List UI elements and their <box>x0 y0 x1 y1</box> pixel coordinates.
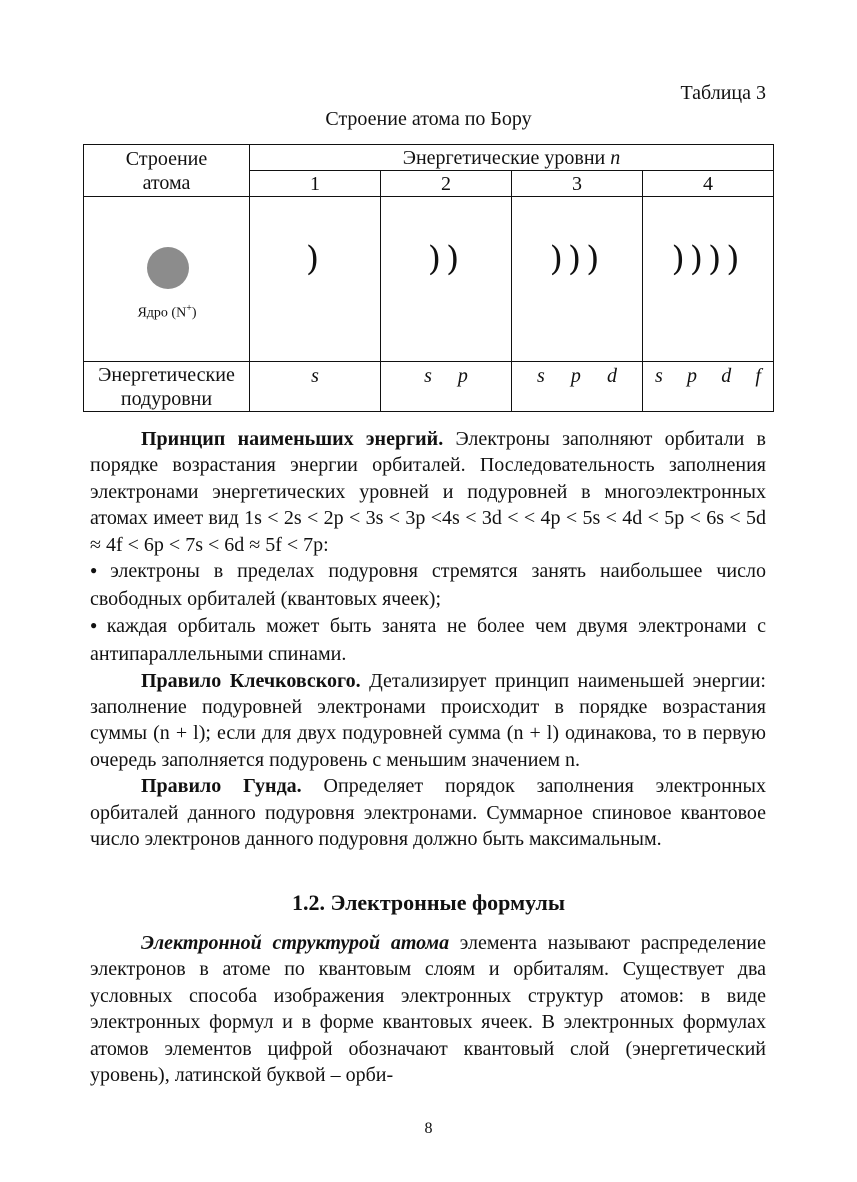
shell-cell <box>643 197 774 362</box>
level-number: 4 <box>643 171 774 197</box>
nucleus-label: Ядро (N+) <box>137 303 197 321</box>
bullet-item <box>90 558 766 613</box>
sublevels-header <box>84 362 250 412</box>
sublevel-letter: f <box>755 365 761 387</box>
shell-arcs-icon: )) <box>427 238 465 279</box>
level-number: 2 <box>381 171 512 197</box>
energy-levels-header-var: n <box>610 146 621 169</box>
level-number: 3 <box>512 171 643 197</box>
bullet-text: каждая орбиталь может быть занята не более чем двумя электронами с антипараллельными спинами. <box>90 614 766 666</box>
shell-arcs-icon: ) <box>305 238 325 279</box>
sublevel-letter: s <box>311 365 319 387</box>
sublevel-cell <box>643 362 774 412</box>
bohr-atom-table <box>83 144 774 412</box>
shell-cell <box>250 197 381 362</box>
bullet-text: электроны в пределах подуровня стремятся занять наибольшее число свободных орбиталей (квантовых ячеек); <box>90 560 766 611</box>
least-energy-principle-paragraph <box>90 426 766 558</box>
sublevel-cell <box>381 362 512 412</box>
electron-structure-text: элемента называют распределение электронов в атоме по квантовым слоям и орбиталям. Существует два условных способа изображения электронных структур атомов: в виде электронных формул и в форме квантовых ячеек. В электронных формулах атомов элементов цифрой обозначают квантовый слой (энергетический уровень), латинской буквой – орби- <box>90 932 766 1087</box>
shell-cell <box>512 197 643 362</box>
sublevel-letter: p <box>570 365 581 387</box>
nucleus-circle-icon <box>147 247 189 289</box>
body-text-block-2 <box>90 930 766 1088</box>
sublevel-cell <box>250 362 381 412</box>
shell-cell <box>381 197 512 362</box>
section-heading: 1.2. Электронные формулы <box>291 890 566 915</box>
hund-rule-text: Определяет порядок заполнения электронных орбиталей данного подуровня электронами. Суммарное спиновое квантовое число электронов данного подуровня должно быть максимальным. <box>90 775 766 851</box>
klechkovsky-rule-paragraph <box>90 668 766 774</box>
nucleus-cell <box>84 197 250 362</box>
sublevels-header-line1: Энергетические <box>98 363 235 386</box>
sublevel-letter: d <box>606 365 617 387</box>
page-number: 8 <box>424 1120 433 1137</box>
table-title: Строение атома по Бору <box>325 108 532 130</box>
hund-rule-paragraph <box>90 773 766 852</box>
electron-structure-term: Электронной структурой атома <box>141 932 450 954</box>
atom-structure-header-line1: Строение <box>125 147 208 170</box>
body-text-block-1 <box>90 426 766 853</box>
energy-levels-header <box>250 145 774 171</box>
hund-rule-title: Правило Гунда. <box>141 775 302 798</box>
shell-arcs-icon: ))) <box>549 238 605 279</box>
sublevel-letter: s <box>655 365 663 387</box>
sublevel-letter: d <box>721 365 732 387</box>
energy-levels-header-text: Энергетические уровни <box>402 146 606 169</box>
atom-structure-header-line2: атома <box>142 171 191 194</box>
atom-structure-header <box>84 145 250 197</box>
sublevel-letter: p <box>457 365 468 387</box>
bullet-dot-icon: ● <box>90 563 107 578</box>
bullet-item <box>90 613 766 668</box>
least-energy-principle-text: Электроны заполняют орбитали в порядке возрастания энергии орбиталей. Последовательность заполнения электронами энергетических уровней и подуровней в многоэлектронных атомах имеет вид 1s < 2s < 2p < 3s < 3p <4s < 3d < < 4p < 5s < 4d < 5p < 6s < 5d ≈ 4f < 6p < 7s < 6d ≈ 5f < 7p: <box>90 428 767 556</box>
bullet-dot-icon: ● <box>90 617 103 632</box>
sublevel-letter: p <box>687 365 697 387</box>
table-label: Таблица 3 <box>680 82 766 104</box>
shell-arcs-icon: )))) <box>671 238 745 279</box>
sublevel-cell <box>512 362 643 412</box>
level-number: 1 <box>250 171 381 197</box>
sublevels-header-line2: подуровни <box>120 387 213 410</box>
klechkovsky-rule-text: Детализирует принцип наименьшей энергии: заполнение подуровней электронами происходит в порядке возрастания суммы (n + l); если для двух подуровней сумма (n + l) одинакова, то в первую очередь заполняется подуровень с меньшим значением n. <box>90 669 766 771</box>
klechkovsky-rule-title: Правило Клечковского. <box>141 669 361 692</box>
least-energy-principle-title: Принцип наименьших энергий. <box>141 428 444 450</box>
sublevel-letter: s <box>537 365 545 387</box>
electron-structure-paragraph <box>90 930 766 1088</box>
sublevel-letter: s <box>424 365 432 387</box>
